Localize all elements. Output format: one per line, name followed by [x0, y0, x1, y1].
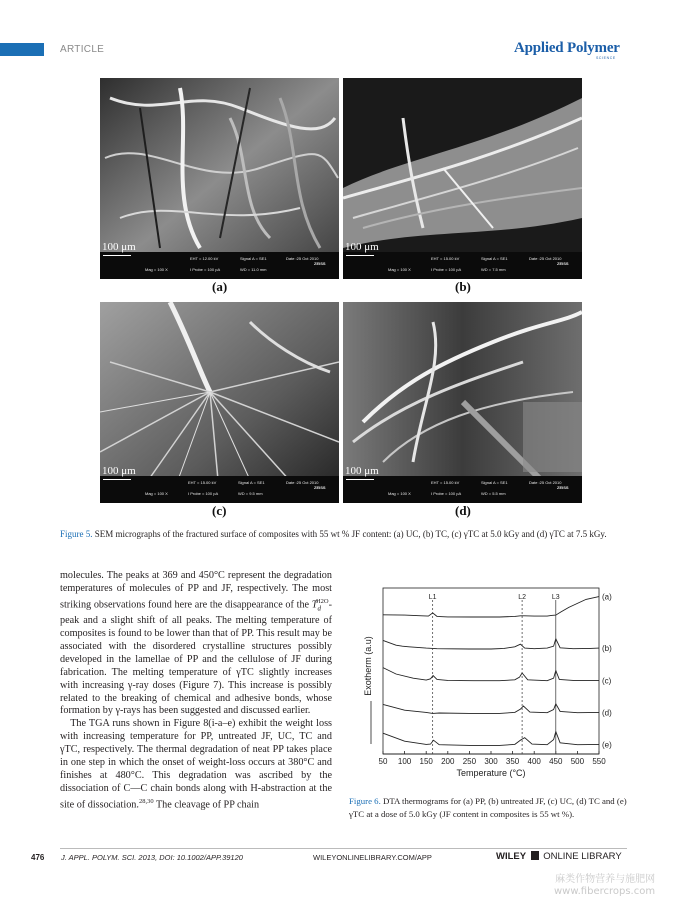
dta-curves [383, 593, 612, 750]
online-library-wordmark: ONLINE LIBRARY [543, 851, 622, 862]
scale-label-c: 100 μm [102, 465, 136, 477]
databar-c: EHT = 15.00 kV Signal A = SE1 Date :25 Oct 2010 Mag = 100 X I Probe = 100 pA WD = 9.5 mm ZEISS [100, 476, 339, 503]
paragraph-2: The TGA runs shown in Figure 8(i-a–e) exhibit the weight loss with increasing temperature for PP, untreated JF, UC, TC and γTC, respectively. The thermal degradation of neat PP takes place in one step in which the onset of weight-loss occurs at 380°C and finishes at 480°C. This degradation was ascribed by the dissociation of C—C chain bonds along with H-abstraction at the site of dissociation.$^{28,30}$ The cleavage of PP chain [60, 718, 332, 811]
figure5-caption-text: SEM micrographs of the fractured surface of composites with 55 wt % JF content: (a) UC, (b) TC, (c) γTC at 5.0 kGy and (d) γTC at 7.5 kGy. [94, 529, 607, 539]
figure6-caption [349, 795, 627, 821]
scale-bar-a [103, 255, 131, 256]
x-tick-label: 350 [505, 757, 520, 766]
figure5-caption-label: Figure 5. [60, 529, 93, 539]
micrograph-a [100, 78, 339, 279]
figure5-caption [60, 528, 627, 541]
panel-label-c: (c) [212, 503, 227, 518]
panel-label-b: (b) [455, 279, 471, 294]
figure6-caption-label: Figure 6. [349, 796, 381, 806]
x-tick-label: 400 [527, 757, 541, 766]
section-label: ARTICLE [60, 44, 105, 55]
x-tick-label: 150 [419, 757, 433, 766]
x-tick-label: 100 [397, 757, 412, 766]
watermark [554, 874, 655, 898]
dta-series-line [383, 704, 599, 714]
x-axis-label: Temperature (°C) [456, 768, 526, 778]
databar-d: EHT = 15.00 kV Signal A = SE1 Date :25 Oct 2010 Mag = 100 X I Probe = 100 pA WD = 5.5 mm ZEISS [343, 476, 582, 503]
paragraph-1: molecules. The peaks at 369 and 450°C represent the degradation temperatures of molecules of PP and JF, respectively. The most striking observations found here are the disappearance of the $T_d^{H2O}$-peak and a slight shift of all peaks. The melting temperature of composites is found to be lower than that of PP. This result may be associated with the disordered crystalline structures possibly developed in the lamellae of PP and the cellulose of JF during fabrication. The melting temperature of γTC slightly increases with increasing γ-ray doses (Figure 7). This increase is possibly related to the breaking of chemical and adhesive bonds, whose formation by γ-rays has been suggested and discussed earlier. [60, 570, 333, 717]
wiley-wordmark: WILEY [496, 851, 526, 862]
watermark-cn: 麻类作物营养与施肥网 [555, 874, 656, 885]
series-label: (e) [602, 740, 612, 750]
figure6-chart [349, 582, 627, 792]
x-tick-label: 450 [549, 757, 563, 766]
body-text [60, 570, 332, 812]
journal-logo: Applied Polymer [514, 40, 620, 56]
micrograph-c [100, 302, 339, 503]
wiley-online-library-logo [496, 851, 622, 862]
x-tick-label: 250 [462, 757, 477, 766]
book-icon [531, 851, 539, 860]
dta-series-line [383, 668, 599, 681]
figure6-caption-text: DTA thermograms for (a) PP, (b) untreated JF, (c) UC, (d) TC and (e) γTC at a dose of 5.0 kGy (JF content in composites is 55 wt %). [349, 796, 627, 819]
scale-bar-d [346, 479, 374, 480]
annotation-label: L1 [428, 594, 437, 601]
micrograph-d [343, 302, 582, 503]
x-tick-label: 500 [570, 757, 585, 766]
footer-citation: J. APPL. POLYM. SCI. 2013, DOI: 10.1002/APP.39120 [61, 853, 243, 862]
databar-b: EHT = 15.00 kV Signal A = SE1 Date :25 Oct 2010 Mag = 100 X I Probe = 100 pA WD = 7.5 mm ZEISS [343, 252, 582, 279]
scale-label-a: 100 μm [102, 241, 136, 253]
panel-label-d: (d) [455, 503, 471, 518]
scale-label-b: 100 μm [345, 241, 379, 253]
footer-site-link[interactable]: WILEYONLINELIBRARY.COM/APP [313, 853, 432, 862]
page-number: 476 [31, 853, 45, 862]
dta-series-line [383, 639, 599, 649]
micrograph-b [343, 78, 582, 279]
series-label: (b) [602, 644, 612, 654]
watermark-url: www.fibercrops.com [554, 886, 656, 897]
annotation-label: L2 [518, 594, 527, 601]
annotation-label: L3 [551, 594, 560, 601]
panel-label-a: (a) [212, 279, 228, 294]
x-tick-label: 50 [378, 757, 388, 766]
dta-axes [363, 588, 606, 778]
scale-bar-c [103, 479, 131, 480]
series-label: (a) [602, 592, 612, 602]
dta-series-line [383, 732, 599, 746]
x-tick-label: 300 [484, 757, 498, 766]
journal-logo-sub: SCIENCE [596, 56, 616, 60]
y-axis-label: Exotherm (a.u) [363, 636, 373, 696]
dta-series-line [383, 597, 599, 617]
scale-bar-b [346, 255, 374, 256]
footer-rule [60, 848, 627, 849]
series-label: (d) [602, 708, 612, 718]
x-tick-label: 550 [592, 757, 606, 766]
databar-a: EHT = 12.00 kV Signal A = SE1 Date :25 Oct 2010 Mag = 100 X I Probe = 100 pA WD = 11.0 mm ZEISS [100, 252, 339, 279]
series-label: (c) [602, 676, 612, 686]
header-accent-bar [0, 43, 44, 56]
x-tick-label: 200 [441, 757, 455, 766]
scale-label-d: 100 μm [345, 465, 379, 477]
plot-frame [383, 588, 599, 754]
